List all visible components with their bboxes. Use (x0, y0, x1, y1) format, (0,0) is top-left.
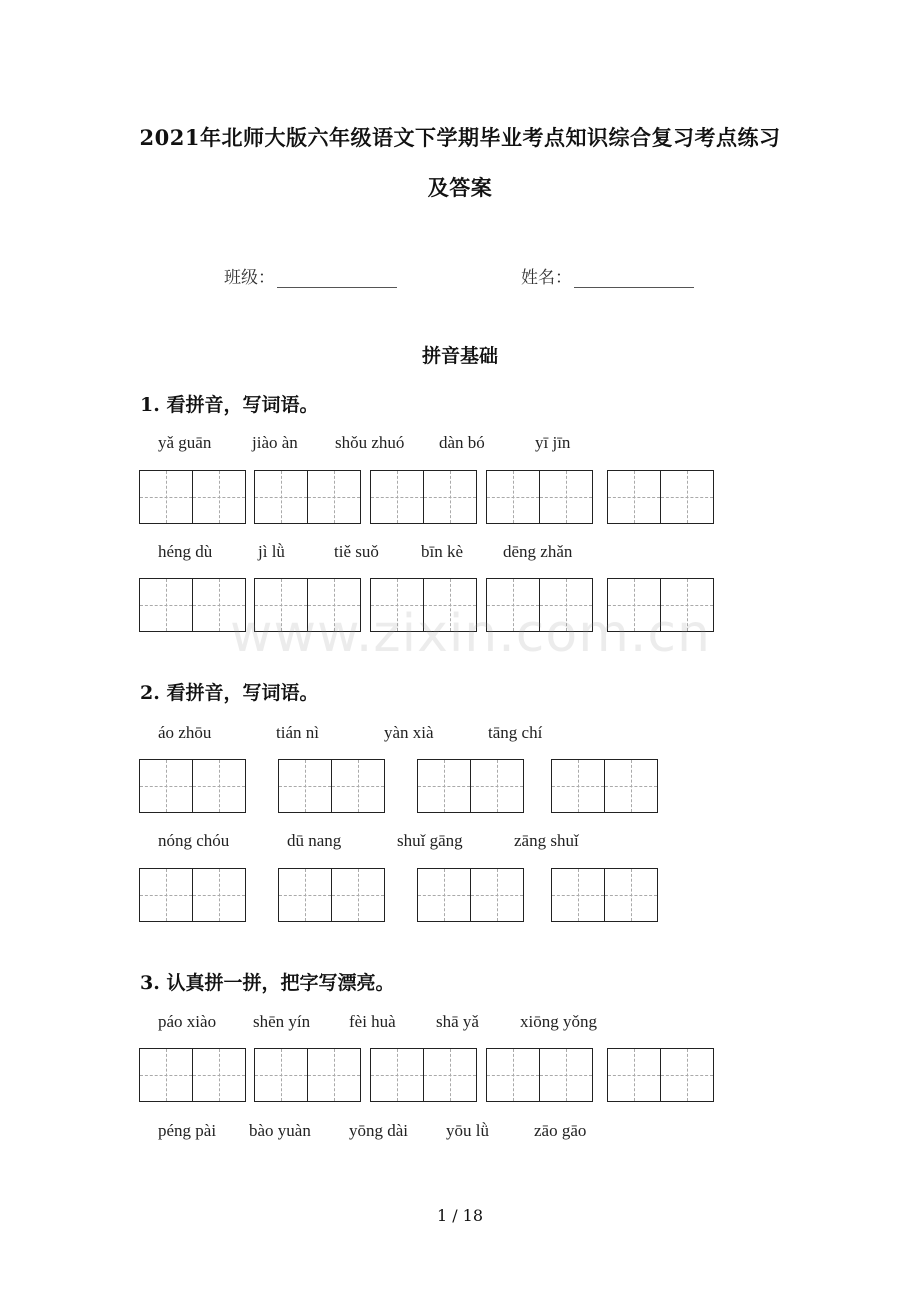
pinyin-word: shēn yín (253, 1012, 311, 1031)
pinyin-word: yōu lǜ (446, 1121, 489, 1140)
document-title-line2: 及答案 (427, 175, 493, 200)
question-3-heading: 3. 认真拼一拼，把字写漂亮。 (140, 972, 395, 994)
writing-box[interactable] (607, 1048, 714, 1102)
question-1-heading: 1. 看拼音，写词语。 (140, 394, 319, 416)
pinyin-word: áo zhōu (158, 723, 212, 742)
class-field (224, 263, 397, 288)
pinyin-word: jì lǜ (258, 542, 285, 561)
page-number: 1 / 18 (436, 1206, 484, 1225)
writing-box[interactable] (370, 1048, 477, 1102)
pinyin-word: yōng dài (349, 1121, 409, 1140)
name-blank[interactable] (574, 269, 694, 288)
writing-box[interactable] (486, 1048, 593, 1102)
writing-box[interactable] (278, 868, 385, 922)
pinyin-word: héng dù (158, 542, 213, 561)
pinyin-word: shā yǎ (436, 1012, 479, 1031)
pinyin-word: fèi huà (349, 1012, 396, 1031)
pinyin-word: dū nang (287, 831, 342, 850)
writing-box[interactable] (486, 470, 593, 524)
writing-box[interactable] (417, 868, 524, 922)
pinyin-word: xiōng yǒng (520, 1012, 597, 1031)
watermark: www.zixin.com.cn (230, 604, 711, 664)
pinyin-word: dàn bó (439, 433, 485, 452)
writing-box[interactable] (278, 759, 385, 813)
writing-box[interactable] (254, 470, 361, 524)
pinyin-word: tāng chí (488, 723, 543, 742)
writing-box[interactable] (551, 759, 658, 813)
pinyin-word: tián nì (276, 723, 319, 742)
pinyin-word: tiě suǒ (334, 542, 379, 561)
writing-box[interactable] (139, 759, 246, 813)
class-blank[interactable] (277, 269, 397, 288)
pinyin-word: yǎ guān (158, 433, 212, 452)
pinyin-word: yàn xià (384, 723, 434, 742)
pinyin-word: yī jīn (535, 433, 571, 452)
section-title: 拼音基础 (421, 345, 498, 367)
pinyin-word: jiào àn (252, 433, 298, 452)
pinyin-word: shǒu zhuó (335, 433, 405, 452)
pinyin-word: bīn kè (421, 542, 464, 561)
pinyin-word: dēng zhǎn (503, 542, 573, 561)
document-title-line1: 2021年北师大版六年级语文下学期毕业考点知识综合复习考点练习 (139, 125, 781, 150)
writing-box[interactable] (139, 1048, 246, 1102)
pinyin-word: páo xiào (158, 1012, 217, 1031)
pinyin-word: nóng chóu (158, 831, 230, 850)
pinyin-word: shuǐ gāng (397, 831, 463, 850)
pinyin-word: bào yuàn (249, 1121, 311, 1140)
writing-box[interactable] (139, 868, 246, 922)
class-label: 班级： (224, 268, 275, 288)
writing-box[interactable] (551, 868, 658, 922)
pinyin-word: zāo gāo (534, 1121, 587, 1140)
name-label: 姓名： (521, 268, 572, 288)
writing-box[interactable] (254, 1048, 361, 1102)
name-field (521, 263, 694, 288)
pinyin-word: péng pài (158, 1121, 217, 1140)
pinyin-word: zāng shuǐ (514, 831, 579, 850)
writing-box[interactable] (607, 470, 714, 524)
writing-box[interactable] (370, 470, 477, 524)
question-2-heading: 2. 看拼音，写词语。 (140, 682, 319, 704)
writing-box[interactable] (139, 470, 246, 524)
writing-box[interactable] (417, 759, 524, 813)
